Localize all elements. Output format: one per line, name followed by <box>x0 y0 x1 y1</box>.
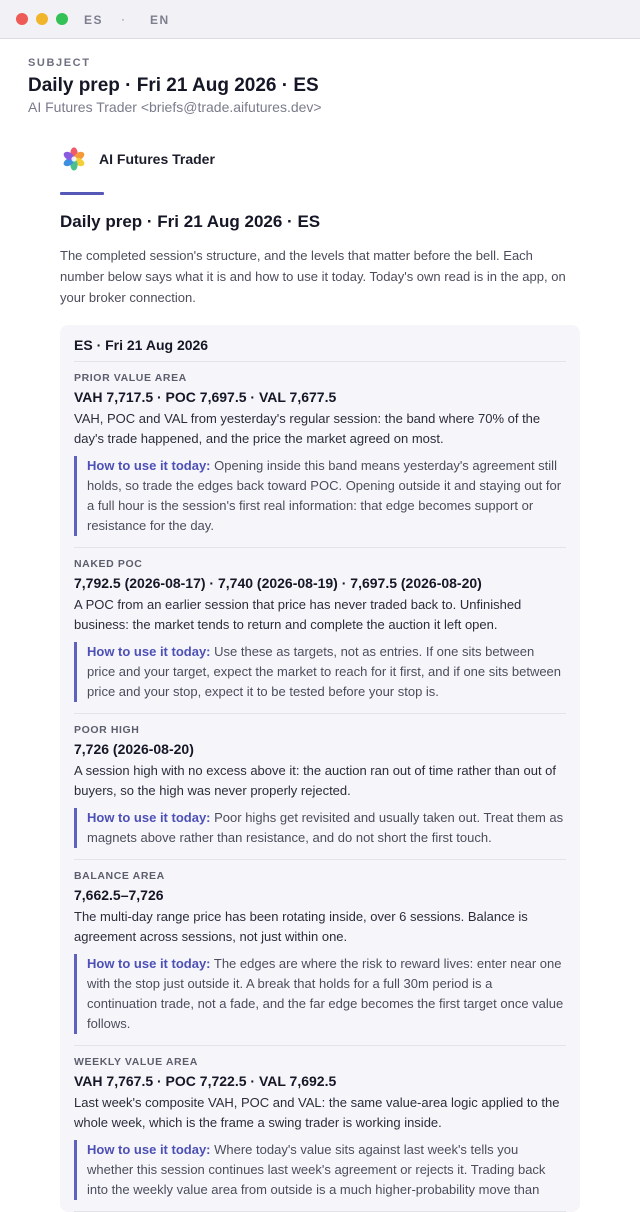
level-label: BALANCE AREA <box>74 870 165 882</box>
how-to-use-label: How to use it today: <box>87 810 211 825</box>
email-sender: AI Futures Trader <briefs@trade.aifutures.dev> <box>28 99 322 115</box>
language-separator: · <box>121 12 125 26</box>
how-to-use-label: How to use it today: <box>87 458 211 473</box>
subject-label: SUBJECT <box>28 57 91 69</box>
how-to-use-note <box>74 954 566 1034</box>
how-to-use-note <box>74 456 566 536</box>
how-to-use-label: How to use it today: <box>87 644 211 659</box>
level-description: The multi-day range price has been rotating inside, over 6 sessions. Balance is agreement across sessions, not just within one. <box>74 909 528 944</box>
level-section-prior-value-area <box>74 362 566 548</box>
level-value: VAH 7,717.5 · POC 7,697.5 · VAL 7,677.5 <box>74 389 337 405</box>
email-body <box>60 145 580 1212</box>
level-section-poor-high <box>74 714 566 860</box>
level-description: A POC from an earlier session that price has never traded back to. Unfinished business: the market tends to return and complete the auction it left open. <box>74 597 522 632</box>
how-to-use-note <box>74 642 566 702</box>
level-value: 7,792.5 (2026-08-17) · 7,740 (2026-08-19) · 7,697.5 (2026-08-20) <box>74 575 482 591</box>
level-label: POOR HIGH <box>74 724 140 736</box>
how-to-use-text: Where today's value sits against last week's tells you whether this session continues last week's agreement or rejects it. Trading back into the weekly value area from outside is a much higher-probability move than <box>87 1142 546 1197</box>
how-to-use-note <box>74 808 566 848</box>
level-value: 7,726 (2026-08-20) <box>74 741 194 757</box>
level-label: WEEKLY VALUE AREA <box>74 1056 198 1068</box>
level-description: Last week's composite VAH, POC and VAL: the same value-area logic applied to the whole week, which is the frame a swing trader is working inside. <box>74 1095 560 1130</box>
email-header <box>28 57 618 116</box>
minimize-window-button[interactable] <box>36 13 48 25</box>
how-to-use-text: Poor highs get revisited and usually taken out. Treat them as magnets above rather than resistance, and do not short the first touch. <box>87 810 564 845</box>
accent-divider <box>60 192 104 195</box>
language-toggle-es[interactable]: ES <box>84 13 104 27</box>
brand-header <box>60 145 580 173</box>
levels-card-title: ES · Fri 21 Aug 2026 <box>74 335 566 362</box>
how-to-use-text: Opening inside this band means yesterday's agreement still holds, so trade the edges back toward POC. Opening outside it and staying out for a full hour is the session's first real information: that edge becomes support or resistance for the day. <box>87 458 562 533</box>
level-value: VAH 7,767.5 · POC 7,722.5 · VAL 7,692.5 <box>74 1073 337 1089</box>
how-to-use-label: How to use it today: <box>87 956 211 971</box>
level-description: A session high with no excess above it: the auction ran out of time rather than out of buyers, so the high was never properly rejected. <box>74 763 557 798</box>
maximize-window-button[interactable] <box>56 13 68 25</box>
window-titlebar <box>0 0 640 39</box>
close-window-button[interactable] <box>16 13 28 25</box>
level-section-naked-poc <box>74 548 566 714</box>
level-section-balance-area <box>74 860 566 1046</box>
how-to-use-text: The edges are where the risk to reward lives: enter near one with the stop just outside it. A break that holds for a full 30m period is a continuation trade, not a fade, and the far edge becomes the first target once value follows. <box>87 956 564 1031</box>
level-section-weekly-value-area <box>74 1046 566 1212</box>
level-label: PRIOR VALUE AREA <box>74 372 187 384</box>
language-toggle-en[interactable]: EN <box>150 13 170 27</box>
level-description: VAH, POC and VAL from yesterday's regular session: the band where 70% of the day's trade happened, and the price the market agreed on most. <box>74 411 541 446</box>
brief-intro: The completed session's structure, and the levels that matter before the bell. Each number below says what it is and how to use it today. Today's own read is in the app, on your broker connection. <box>60 248 566 305</box>
how-to-use-label: How to use it today: <box>87 1142 211 1157</box>
level-value: 7,662.5–7,726 <box>74 887 164 903</box>
level-label: NAKED POC <box>74 558 143 570</box>
how-to-use-text: Use these as targets, not as entries. If one sits between price and your target, expect the market to reach for it first, and if one sits between price and your stop, expect it to be tested before your stop is. <box>87 644 562 699</box>
brand-name: AI Futures Trader <box>99 151 215 167</box>
levels-card <box>60 325 580 1212</box>
email-subject: Daily prep · Fri 21 Aug 2026 · ES <box>28 75 319 96</box>
brief-title: Daily prep · Fri 21 Aug 2026 · ES <box>60 212 321 231</box>
how-to-use-note <box>74 1140 566 1200</box>
pinwheel-logo-icon <box>62 147 86 171</box>
